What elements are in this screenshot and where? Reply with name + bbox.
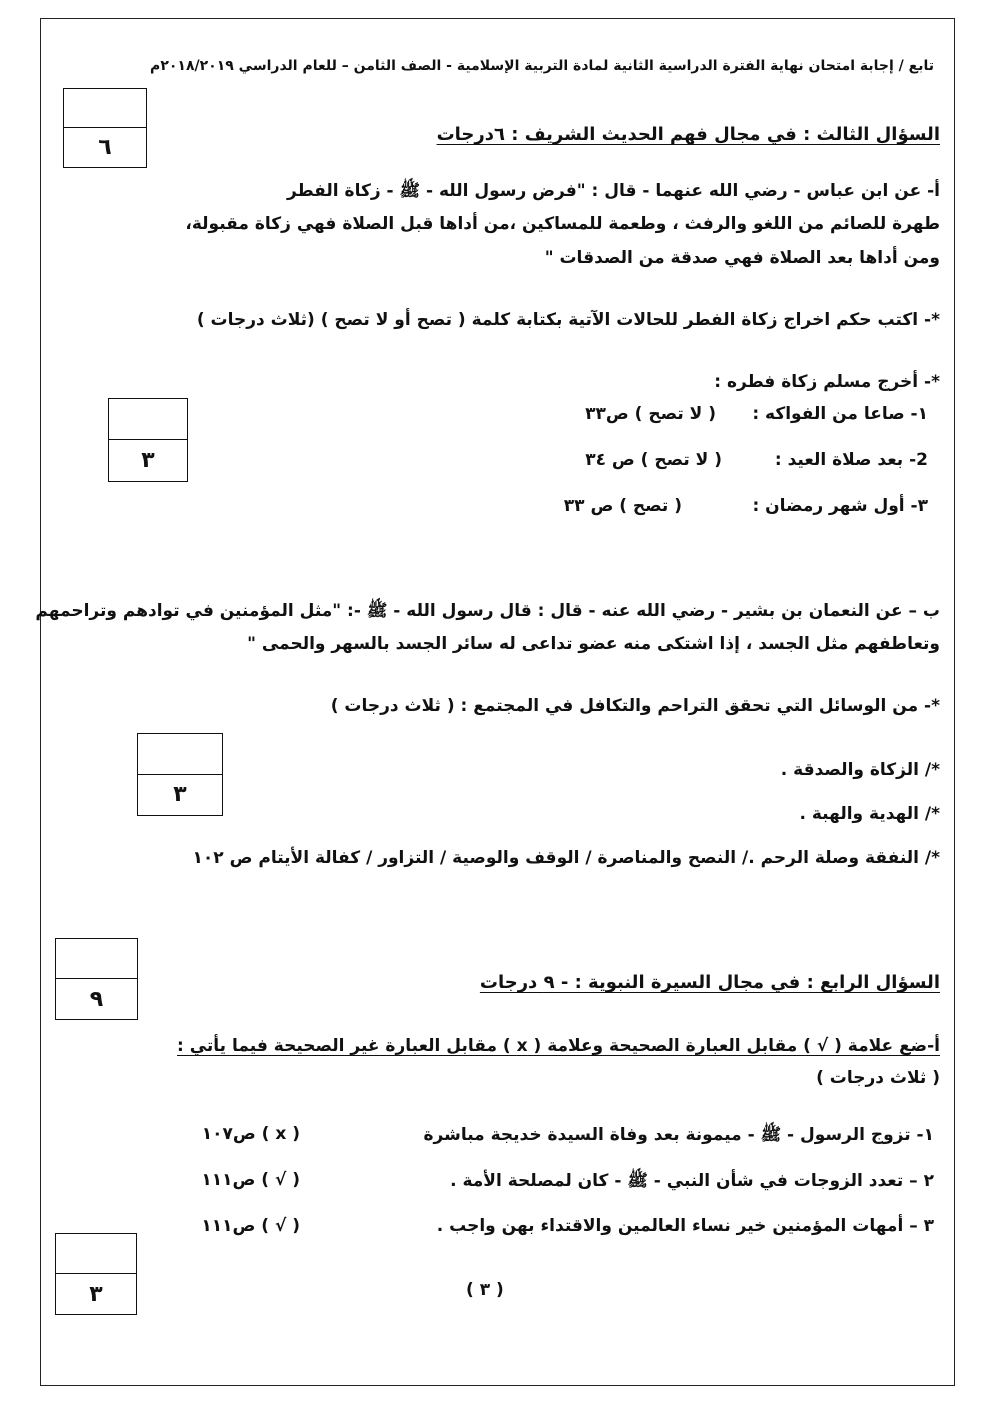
case-1-answer: ( لا تصح ) ص٣٣ bbox=[585, 404, 716, 424]
case-2-label: 2- بعد صلاة العيد : bbox=[774, 450, 928, 470]
score-box-q4 bbox=[55, 938, 138, 1020]
means-item-3: */ النفقة وصلة الرحم ./ النصح والمناصرة / الوقف والوصية / التزاور / كفالة الأيتام ص ١٠٢ bbox=[192, 848, 940, 868]
q4-instruction-line2: ( ثلاث درجات ) bbox=[816, 1068, 940, 1088]
q4-heading: السؤال الرابع : في مجال السيرة النبوية : - ٩ درجات bbox=[479, 972, 940, 993]
score-q4: ٩ bbox=[89, 986, 104, 1012]
statement-2-mark: ( √ ) ص١١١ bbox=[201, 1170, 300, 1190]
hadith-a-line2: طهرة للصائم من اللغو والرفث ، وطعمة للمساكين ،من أداها قبل الصلاة فهي زكاة مقبولة، bbox=[185, 214, 940, 234]
case-1-label: ١- صاعا من الفواكه : bbox=[752, 404, 928, 424]
case-3-label: ٣- أول شهر رمضان : bbox=[752, 496, 928, 516]
statement-3-mark: ( √ ) ص١١١ bbox=[201, 1216, 300, 1236]
q3-heading: السؤال الثالث : في مجال فهم الحديث الشريف : ٦درجات bbox=[436, 124, 940, 145]
case-3-answer: ( تصح ) ص ٣٣ bbox=[563, 496, 682, 516]
hadith-a-line3: ومن أداها بعد الصلاة فهي صدقة من الصدقات " bbox=[544, 248, 940, 268]
score-box-means bbox=[137, 733, 223, 816]
hadith-b-line2: وتعاطفهم مثل الجسد ، إذا اشتكى منه عضو تداعى له سائر الجسد بالسهر والحمى " bbox=[247, 634, 940, 654]
score-box-q3 bbox=[63, 88, 147, 168]
means-item-2: */ الهدية والهبة . bbox=[799, 804, 940, 824]
hadith-b-line1: ب – عن النعمان بن بشير - رضي الله عنه - قال : قال رسول الله - ﷺ -: "مثل المؤمنين في توادهم وتراحمهم bbox=[35, 601, 940, 621]
statement-1-text: ١- تزوج الرسول - ﷺ - ميمونة بعد وفاة السيدة خديجة مباشرة bbox=[423, 1125, 934, 1145]
page-number: ( ٣ ) bbox=[466, 1280, 504, 1300]
means-item-1: */ الزكاة والصدقة . bbox=[780, 760, 940, 780]
score-statements: ٣ bbox=[89, 1281, 103, 1307]
score-box-statements bbox=[55, 1233, 137, 1315]
hadith-a-line1: أ- عن ابن عباس - رضي الله عنهما - قال : "فرض رسول الله - ﷺ - زكاة الفطر bbox=[287, 181, 940, 201]
score-cases: ٣ bbox=[141, 448, 155, 473]
case-2-answer: ( لا تصح ) ص ٣٤ bbox=[585, 450, 722, 470]
score-q3: ٦ bbox=[98, 135, 112, 160]
statement-2-text: ٢ – تعدد الزوجات في شأن النبي - ﷺ - كان لمصلحة الأمة . bbox=[450, 1171, 934, 1191]
exam-header-title: تابع / إجابة امتحان نهاية الفترة الدراسية الثانية لمادة التربية الإسلامية - الصف الثامن – للعام الدراسي ٢٠١٨/٢٠١٩م bbox=[150, 58, 934, 74]
statement-3-text: ٣ – أمهات المؤمنين خير نساء العالمين والاقتداء بهن واجب . bbox=[436, 1216, 934, 1236]
instruction-a: *- اكتب حكم اخراج زكاة الفطر للحالات الآتية بكتابة كلمة ( تصح أو لا تصح ) (ثلاث درجات ) bbox=[196, 310, 940, 330]
instruction-b: *- من الوسائل التي تحقق التراحم والتكافل في المجتمع : ( ثلاث درجات ) bbox=[330, 696, 940, 716]
statement-1-mark: ( x ) ص١٠٧ bbox=[201, 1124, 300, 1144]
cases-intro: *- أخرج مسلم زكاة فطره : bbox=[714, 372, 940, 392]
q4-instruction-line1: أ-ضع علامة ( √ ) مقابل العبارة الصحيحة وعلامة ( x ) مقابل العبارة غير الصحيحة فيما يأتي : bbox=[177, 1036, 940, 1056]
score-means: ٣ bbox=[173, 782, 187, 808]
score-box-cases bbox=[108, 398, 188, 482]
